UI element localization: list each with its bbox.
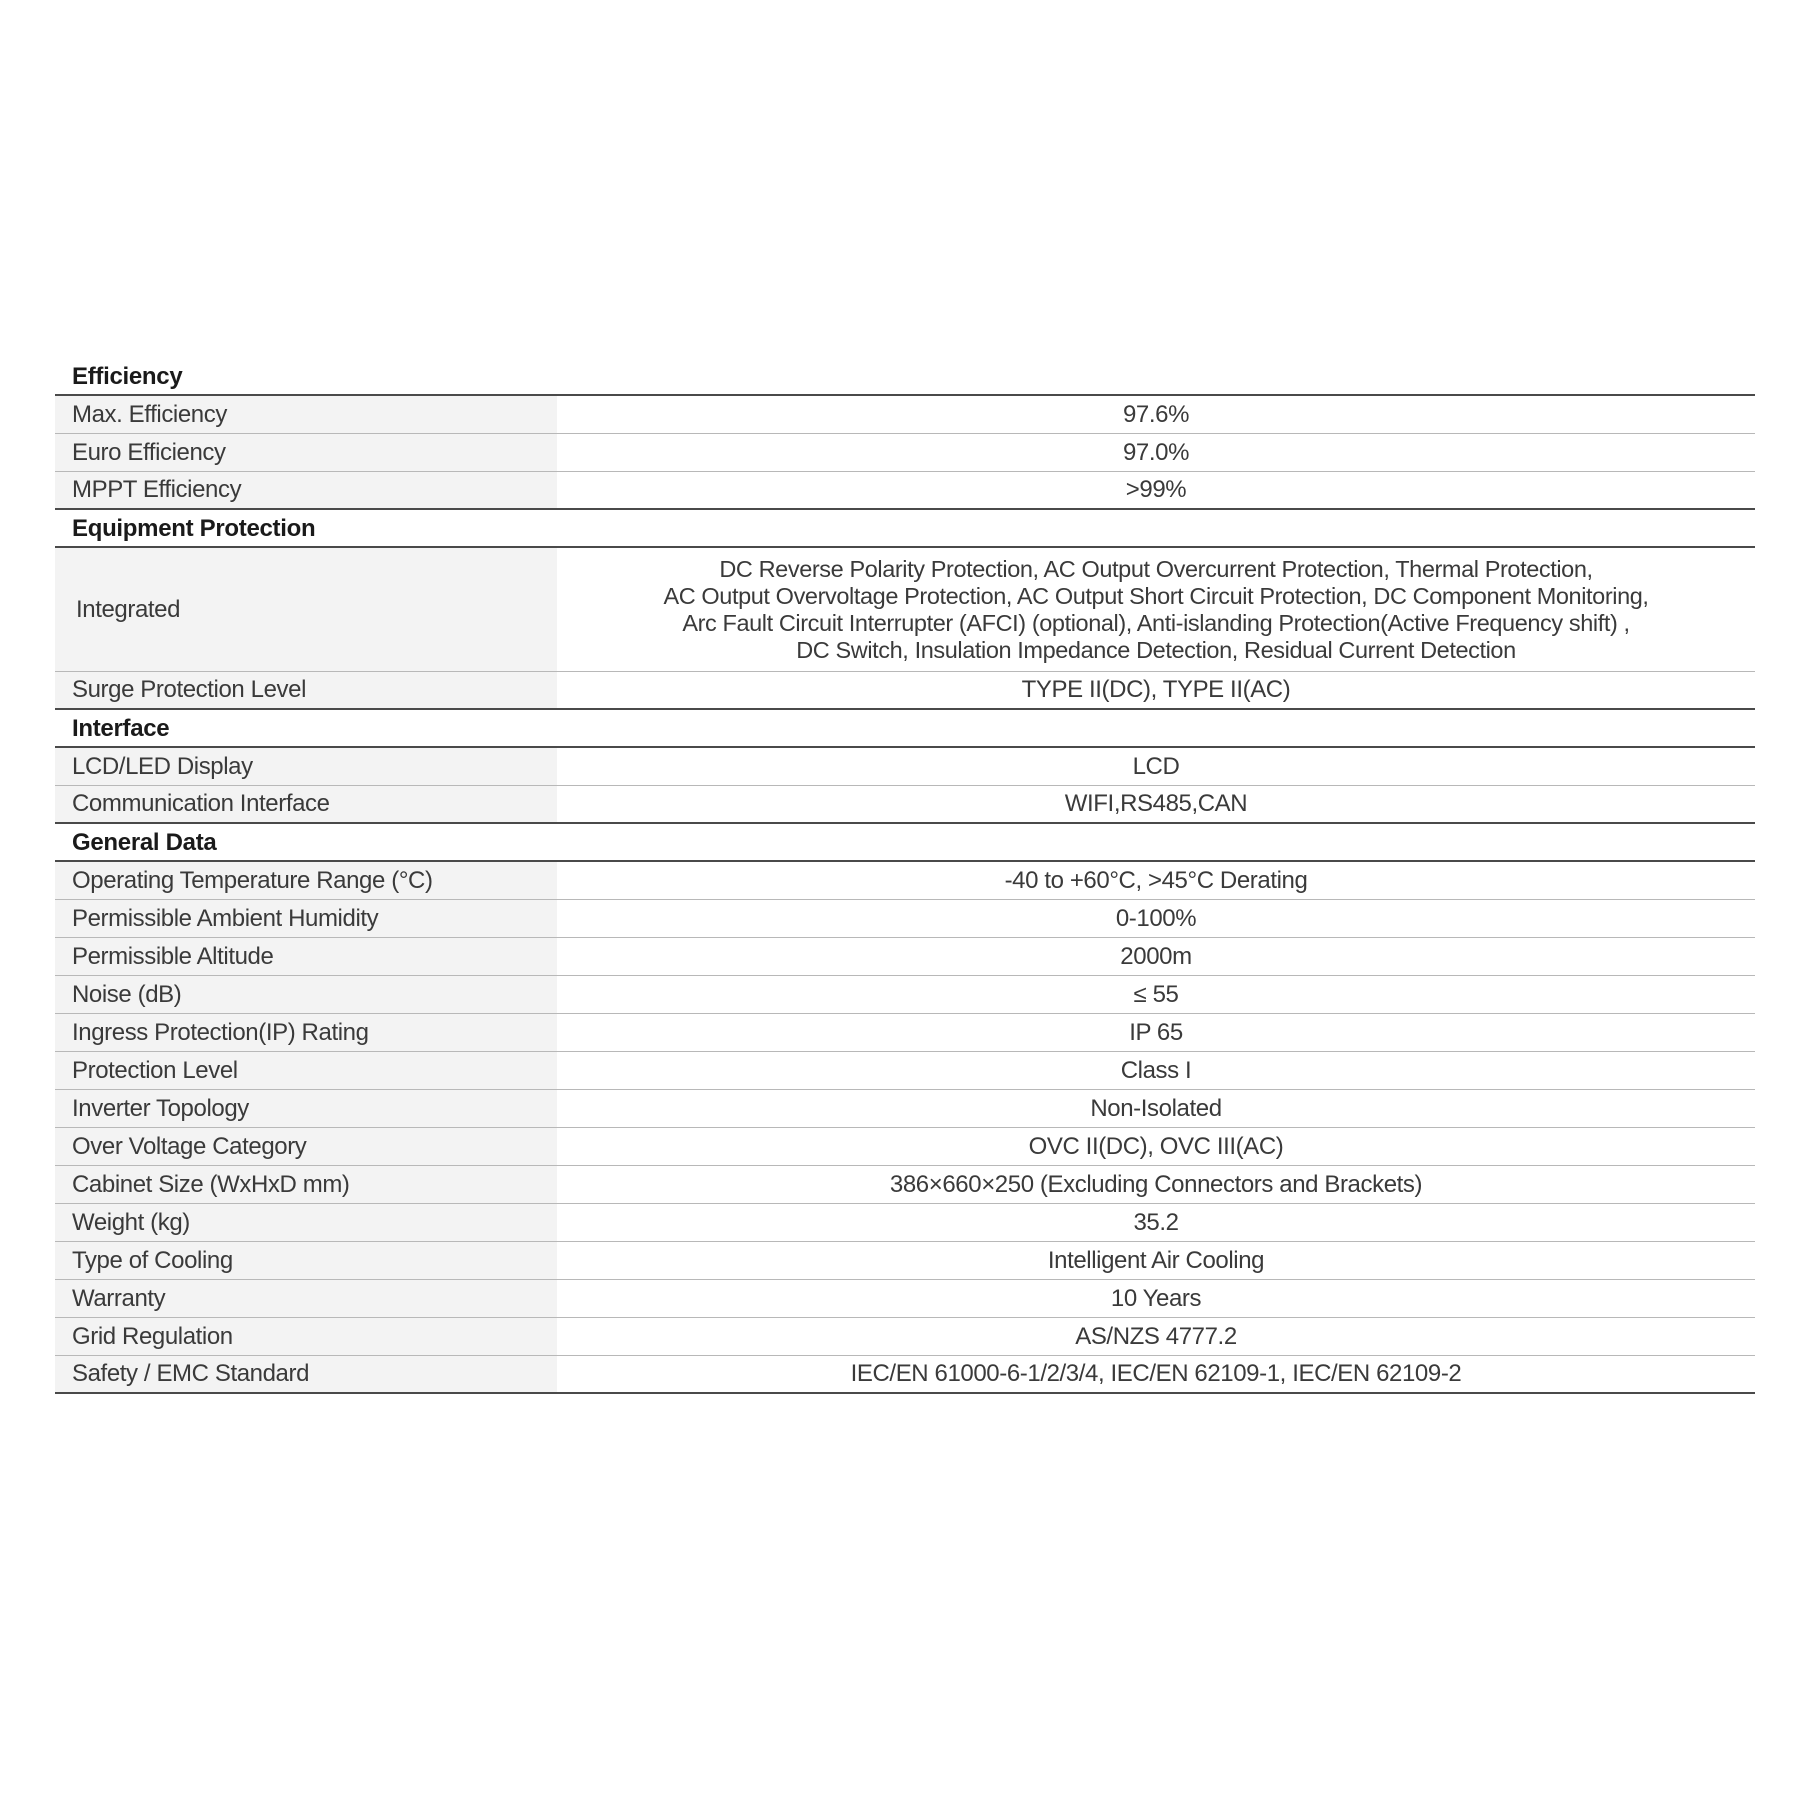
- spec-table: [55, 358, 1755, 1394]
- spec-value: -40 to +60°C, >45°C Derating: [1004, 866, 1308, 894]
- spec-label: LCD/LED Display: [55, 748, 557, 785]
- spec-value-line: DC Reverse Polarity Protection, AC Output Overcurrent Protection, Thermal Protection,: [719, 555, 1593, 582]
- spec-value-line: DC Switch, Insulation Impedance Detection, Residual Current Detection: [796, 636, 1516, 663]
- spec-value: 35.2: [1133, 1208, 1179, 1236]
- spec-value: ≤ 55: [1133, 980, 1179, 1008]
- spec-label: Communication Interface: [55, 786, 557, 822]
- spec-value: AS/NZS 4777.2: [1075, 1322, 1237, 1350]
- spec-value: 97.0%: [1122, 438, 1190, 466]
- spec-row: [55, 1090, 1755, 1128]
- spec-row: [55, 938, 1755, 976]
- spec-value-line: AC Output Overvoltage Protection, AC Output Short Circuit Protection, DC Component Monitoring,: [663, 582, 1649, 609]
- spec-label: Safety / EMC Standard: [55, 1356, 557, 1392]
- section-title-interface: Interface: [55, 710, 1755, 748]
- spec-row: [55, 1166, 1755, 1204]
- spec-row: [55, 900, 1755, 938]
- spec-row: [55, 1128, 1755, 1166]
- spec-row: [55, 396, 1755, 434]
- spec-row: [55, 434, 1755, 472]
- spec-row: [55, 862, 1755, 900]
- spec-value: Non-Isolated: [1090, 1094, 1222, 1122]
- spec-row: [55, 1280, 1755, 1318]
- spec-row: [55, 672, 1755, 710]
- spec-row: [55, 472, 1755, 510]
- spec-label: Warranty: [55, 1280, 557, 1317]
- spec-label: Cabinet Size (WxHxD mm): [55, 1166, 557, 1203]
- section-title-equipment-protection: Equipment Protection: [55, 510, 1755, 548]
- section-title-general-data: General Data: [55, 824, 1755, 862]
- spec-label: Ingress Protection(IP) Rating: [55, 1014, 557, 1051]
- section-title-efficiency: Efficiency: [55, 358, 1755, 396]
- spec-row: [55, 976, 1755, 1014]
- spec-row: [55, 1242, 1755, 1280]
- spec-label: Type of Cooling: [55, 1242, 557, 1279]
- spec-label: Euro Efficiency: [55, 434, 557, 471]
- spec-label: Integrated: [55, 548, 557, 671]
- spec-label: Over Voltage Category: [55, 1128, 557, 1165]
- spec-value-line: Arc Fault Circuit Interrupter (AFCI) (optional), Anti-islanding Protection(Active Frequency shift) ,: [682, 609, 1630, 636]
- spec-label: Max. Efficiency: [55, 396, 557, 433]
- spec-value: 386×660×250 (Excluding Connectors and Brackets): [889, 1170, 1423, 1198]
- spec-row: [55, 786, 1755, 824]
- spec-row: [55, 1204, 1755, 1242]
- spec-value: 0-100%: [1115, 904, 1197, 932]
- spec-value: IP 65: [1129, 1018, 1183, 1046]
- spec-value: 10 Years: [1110, 1284, 1202, 1312]
- spec-value: TYPE II(DC), TYPE II(AC): [1021, 676, 1291, 703]
- spec-value: OVC II(DC), OVC III(AC): [1028, 1132, 1284, 1160]
- spec-row: [55, 1014, 1755, 1052]
- spec-value-multiline: [557, 548, 1755, 671]
- spec-row: [55, 1318, 1755, 1356]
- spec-label: Permissible Altitude: [55, 938, 557, 975]
- spec-row: [55, 1356, 1755, 1394]
- spec-row-integrated: [55, 548, 1755, 672]
- spec-label: Operating Temperature Range (°C): [55, 862, 557, 899]
- spec-value: IEC/EN 61000-6-1/2/3/4, IEC/EN 62109-1, IEC/EN 62109-2: [850, 1360, 1462, 1387]
- spec-label: Protection Level: [55, 1052, 557, 1089]
- spec-label: MPPT Efficiency: [55, 472, 557, 508]
- spec-value: >99%: [1125, 476, 1187, 503]
- spec-value: 97.6%: [1122, 400, 1190, 428]
- spec-label: Surge Protection Level: [55, 672, 557, 708]
- spec-row: [55, 1052, 1755, 1090]
- spec-value: 2000m: [1120, 942, 1192, 970]
- spec-label: Weight (kg): [55, 1204, 557, 1241]
- spec-row: [55, 748, 1755, 786]
- spec-value: WIFI,RS485,CAN: [1064, 790, 1248, 817]
- spec-value: Intelligent Air Cooling: [1047, 1246, 1265, 1274]
- spec-value: Class I: [1120, 1056, 1192, 1084]
- spec-label: Grid Regulation: [55, 1318, 557, 1355]
- spec-label: Noise (dB): [55, 976, 557, 1013]
- spec-label: Inverter Topology: [55, 1090, 557, 1127]
- spec-label: Permissible Ambient Humidity: [55, 900, 557, 937]
- spec-value: LCD: [1132, 752, 1180, 780]
